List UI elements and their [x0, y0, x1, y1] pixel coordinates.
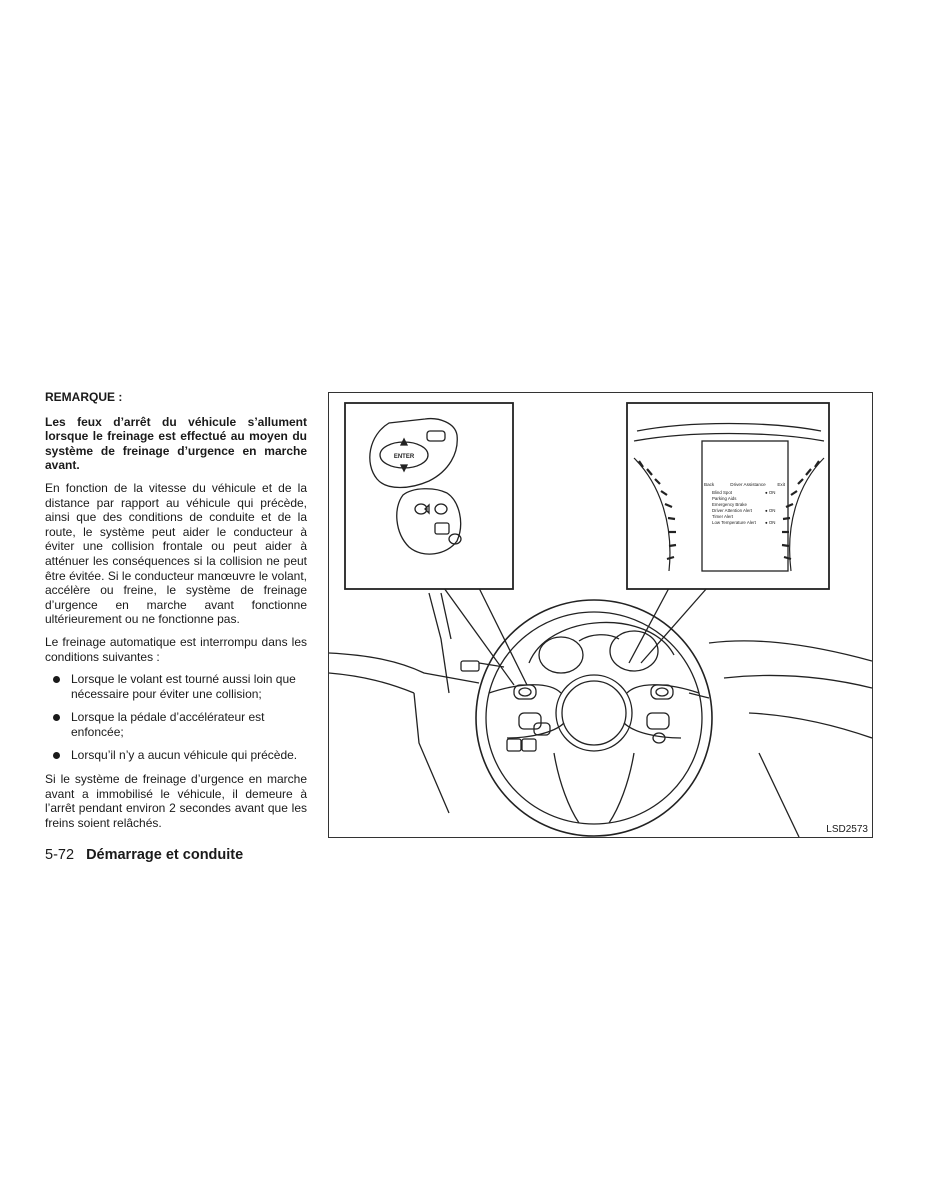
list-item: Lorsque la pédale d’accélérateur est enfoncée;: [45, 710, 307, 739]
text-column: [45, 390, 307, 838]
screen-title: Driver Assistance: [730, 482, 766, 487]
screen-item-label: Driver Attention Alert: [712, 508, 753, 513]
list-item: Lorsqu’il n’y a aucun véhicule qui précède.: [45, 748, 307, 763]
section-title: Démarrage et conduite: [86, 847, 244, 863]
paragraph-2: Le freinage automatique est interrompu dans les conditions suivantes :: [45, 634, 307, 664]
page-footer: [45, 847, 243, 863]
screen-exit-label: Exit: [777, 482, 785, 487]
screen-item-state: ● ON: [765, 508, 776, 513]
screen-item-label: Emergency Brake: [712, 502, 747, 507]
list-item: Lorsque le volant est tourné aussi loin que nécessaire pour éviter une collision;: [45, 672, 307, 701]
figure-code: LSD2573: [826, 824, 868, 835]
bullet-icon: [53, 676, 60, 683]
paragraph-3: Si le système de freinage d’urgence en marche avant a immobilisé le véhicule, il demeure à l’arrêt pendant environ 2 secondes avant que les freins soient relâchés.: [45, 772, 307, 830]
screen-back-label: Back: [704, 482, 715, 487]
paragraph-1: En fonction de la vitesse du véhicule et de la distance par rapport au véhicule qui précède, ainsi que des conditions de conduite et de la route, le système peut aider le conducteur à éviter une collision frontale ou peut aider à atténuer les conséquences si la collision ne peut être évitée. Si le conducteur manœuvre le volant, accélère ou freine, le système de freinage d’urgence en marche avant fonctionne ultérieurement ou ne fonctionne pas.: [45, 480, 307, 627]
page-number: 5-72: [45, 847, 75, 863]
conditions-list: [45, 672, 307, 763]
screen-item-label: Timer Alert: [712, 514, 734, 519]
enter-switch-label: ENTER: [393, 454, 415, 460]
note-title: REMARQUE :: [45, 390, 123, 404]
screen-item-label: Blind Spot: [712, 490, 733, 495]
screen-item-state: ● ON: [765, 520, 776, 525]
bullet-icon: [53, 714, 60, 721]
screen-item-state: ● ON: [765, 490, 776, 495]
bullet-icon: [53, 752, 60, 759]
steering-wheel-figure: [328, 392, 873, 838]
note-text: Les feux d’arrêt du véhicule s’allument lorsque le freinage est effectué au moyen du système de freinage d’urgence en marche avant.: [45, 414, 307, 473]
screen-item-label: Low Temperature Alert: [712, 520, 756, 525]
screen-item-label: Parking Aids: [712, 496, 737, 501]
